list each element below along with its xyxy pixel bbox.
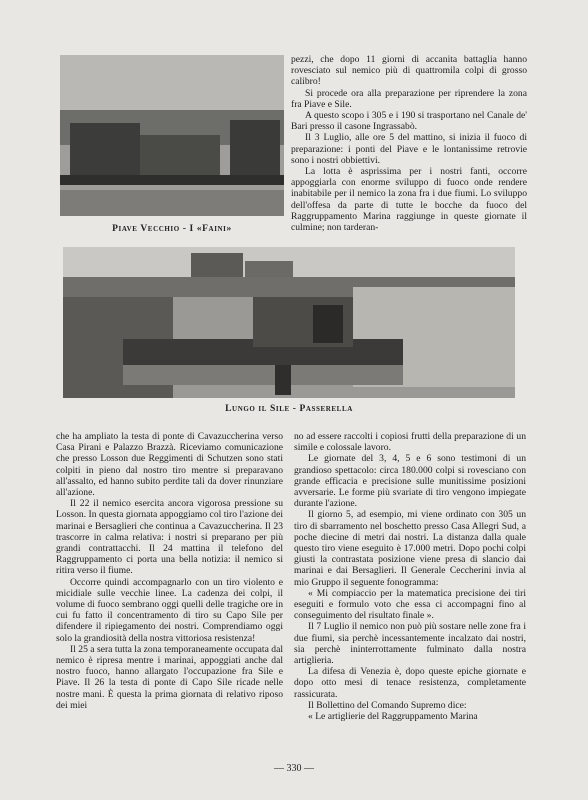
paragraph: Il Bollettino del Comando Supremo dice:	[308, 699, 467, 711]
paragraph: che ha ampliato la testa di ponte di Cavazuccherina verso Casa Pirani e Palazzo Brazzà. Riceviamo comunicazione che presso Losson due Reggimenti di Schutzen sono stati colpiti in pieno dal nostro tiro mentre si preparavano all'assalto, ed hanno subito perdite tali da dover rinunziare all'azione.	[56, 431, 283, 499]
paragraph: Il 3 Luglio, alle ore 5 del mattino, si inizia il fuoco di preparazione: i ponti del Piave e le lontanissime retrovie sono i nostri obbiettivi.	[291, 132, 527, 166]
text-column-bottom-right	[294, 431, 526, 722]
paragraph: La difesa di Venezia è, dopo queste epiche giornate e dopo otto mesi di tenace resistenza, completamente rassicurata.	[294, 666, 526, 700]
paragraph: Il 22 il nemico esercita ancora vigorosa pressione su Losson. In questa giornata appoggiamo col tiro l'azione dei marinai e Bersaglieri che continua a Cavazuccherina. Il 23 trascorre in calma relativa: i nostri si preparano per più grandi contrattacchi. Il 24 mattina il telefono del Raggruppamento ci porta una bella notizia: il nemico si ritira verso il fiume.	[56, 498, 283, 577]
photo-piave-vecchio	[60, 55, 284, 216]
paragraph: Il giorno 5, ad esempio, mi viene ordinato con 305 un tiro di sbarramento nel boschetto presso Casa Allegri Sud, a poche diecine di metri dai nostri. La distanza dalla quale questo tiro viene eseguito è 17.000 metri. Dopo pochi colpi giusti la contrastata posizione viene presa di slancio dai marinai e dai Bersaglieri. Il Generale Ceccherini invia al mio Gruppo il seguente fonogramma:	[294, 509, 526, 588]
photo-lungo-il-sile	[63, 247, 515, 398]
page-number: — 330 —	[274, 763, 314, 774]
paragraph: Il 7 Luglio il nemico non può più sostare nelle zone fra i due fiumi, sia perchè incessantemente incalzato dai nostri, sia perchè ininterrottamente fulminato dalla nostra artiglieria.	[294, 621, 526, 667]
paragraph: Occorre quindi accompagnarlo con un tiro violento e micidiale sulle vecchie linee. La cadenza dei colpi, il volume di fuoco sembrano oggi quelli delle tragiche ore in cui fu fatto il concentramento di tiro su Capo Sile per difendere il ripiegamento dei nostri. Comprendiamo oggi solo la grandiosità della nostra vittoriosa resistenza!	[56, 576, 283, 644]
paragraph: « Le artiglierie del Raggruppamento Marina	[308, 711, 478, 723]
caption-top: Piave Vecchio - I «Faini»	[112, 224, 232, 234]
paragraph: A questo scopo i 305 e i 190 si trasportano nel Canale de' Bari presso il casone Ingrassabò.	[291, 110, 527, 133]
paragraph: « Mi compiaccio per la matematica precisione dei tiri eseguiti e formulo voto che essa ci accompagni fino al conseguimento del risultato finale ».	[294, 587, 526, 622]
paragraph: Le giornate del 3, 4, 5 e 6 sono testimoni di un grandioso spettacolo: circa 180.000 colpi si rovesciano con grande efficacia e precisione sulle munitissime posizioni avversarie. Le forme più svariate di tiro vengono impiegate durante l'azione.	[294, 453, 526, 510]
paragraph: Si procede ora alla preparazione per riprendere la zona fra Piave e Sile.	[291, 87, 527, 110]
text-column-top-right	[291, 54, 527, 233]
caption-middle: Lungo il Sile - Passerella	[225, 404, 353, 414]
text-column-bottom-left	[56, 431, 283, 711]
paragraph: La lotta è asprissima per i nostri fanti, occorre appoggiarla con enorme sviluppo di fuoco onde rendere inabitabile per il nemico la zona fra i due fiumi. Lo sviluppo dell'offesa da parte di tutte le bocche da fuoco del Raggruppamento Marina raggiunge in queste giornate il culmine; non tarderan-	[291, 166, 527, 234]
paragraph: Il 25 a sera tutta la zona temporaneamente occupata dal nemico è ripresa mentre i marinai, appoggiati anche dal nostro fuoco, hanno allargato l'occupazione fra Sile e Piave. Il 26 la testa di ponte di Capo Sile ricade nelle nostre mani. È questa la prima giornata di relativo riposo dei miei	[56, 643, 283, 711]
paragraph: no ad essere raccolti i copiosi frutti della preparazione di un simile e colossale lavoro.	[294, 431, 526, 454]
paragraph: pezzi, che dopo 11 giorni di accanita battaglia hanno rovesciato sul nemico più di quattromila colpi di grosso calibro!	[291, 54, 527, 88]
